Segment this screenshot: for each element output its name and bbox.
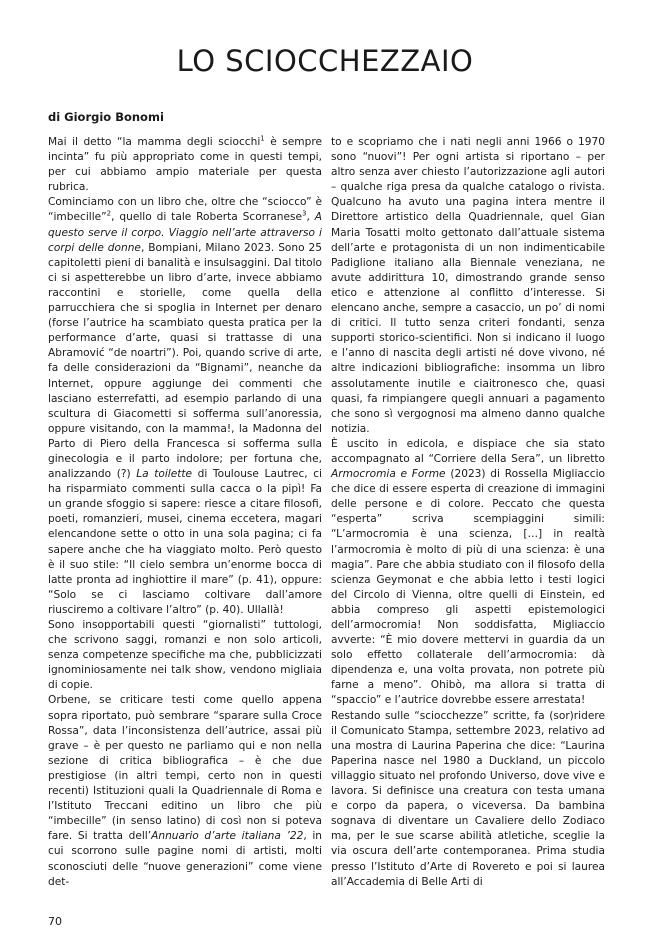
annual-title: Annuario d’arte italiana ’22 [151,830,304,843]
author-byline: di Giorgio Bonomi [48,110,164,124]
text-run: È uscito in edicola, e dispiace che sia stato accompagnato al “Corriere della Sera”, un libretto [331,437,605,465]
paragraph: Sono insopportabili questi “giornalisti” tuttologi, che scrivono saggi, romanzi e non solo articoli, senza competenze specifiche ma che, pubblicizzati ignominiosamente nei talk show, vendono migliaia di copie. [48,619,322,692]
footnote-ref-2: 2 [106,209,112,218]
text-run: è sempre incinta” fu più appropriato come in questi tempi, per cui abbiamo ampio materiale per questa rubrica. [48,136,322,194]
text-run: , quello di tale Roberta Scorranese [111,211,302,224]
book-title: Armocromia e Forme [331,468,446,481]
text-run: , Bompiani, Milano 2023. Sono 25 capitoletti pieni di banalità e insulsaggini. Dal titolo ci si aspetterebbe un libro d’arte, invece abbiamo raccontini e storielle, come quella della parrucchiera che si spoglia in Internet per denaro (forse l’autrice ha scambiato questa pratica per la performance d’arte, quasi si trattasse di una Abramović “de noartri”). Poi, quando scrive di arte, fa delle considerazioni da “Bignami”, neanche da Internet, oppure aggiunge dei commenti che lasciano esterrefatti, ad esempio parlando di una scultura di Giacometti si sofferma sull’anoressia, oppure visitando, con la mamma!, la Madonna del Parto di Piero della Francesca si sofferma sulla ginecologia e il parto indolore; per fortuna che, analizzando (?) [48,241,322,481]
paragraph: Restando sulle “sciocchezze” scritte, fa (sor)ridere il Comunicato Stampa, settembre 2023, relativo ad una mostra di Laurina Paperina che dice: “Laurina Paperina nasce nel 1980 a Duckland, un piccolo villaggio situato nel profondo Universo, dove vive e lavora. Si definisce una creatura con testa umana e corpo da papera, o viceversa. Da bambina sognava di diventare un Cavaliere dello Zodiaco ma, per le sue scarse abilità atletiche, sceglie la via oscura dell’arte contemporanea. Prima studia presso l’Istituto d’Arte di Rovereto e poi si laurea all’Accademia di Belle Arti di [331,709,605,888]
painting-title: La toilette [136,468,193,481]
page-number: 70 [48,915,62,928]
text-run: , in cui scorrono sulle pagine nomi di artisti, molti sconosciuti delle “nuove generazioni” come viene det- [48,830,322,888]
text-run: Cominciamo con un libro che, oltre che “sciocco” è “imbecille” [48,196,322,224]
text-run: (2023) di Rossella Migliaccio che dice di essere esperta di creazione di immagini delle persone e di colore. Peccato che questa “esperta” scriva scempiaggini simili: “L’armocromia è una scienza, […] in realtà l’armocromia è molto di più di una scienza: è una magia”. Pare che abbia studiato con il filosofo della scienza Geymonat e che abbia letto i testi logici del Circolo di Vienna, oltre quelli di Einstein, ed abbia compreso gli aspetti epistemologici dell’armocromia! Non soddisfatta, Migliaccio avverte: “È mio dovere mettervi in guardia da un solo effetto collaterale dell’armocromia: dà dipendenza e, una volta provata, non potrete più farne a meno”. Ohibò, ma allora si tratta di “spaccio” e l’autrice dovrebbe essere arrestata! [331,468,605,707]
footnote-ref-3: 3 [302,209,307,218]
page-title: LO SCIOCCHEZZAIO [176,44,474,78]
left-column [48,135,322,890]
text-run: di Toulouse Lautrec, ci ha risparmiato commenti sulla cacca o la pipì! Fa un grande sfoggio si sapere: riesce a citare filosofi, poeti, romanzieri, musei, cinema eccetera, magari elencandone sette o otto in una sola pagina; ci fa sapere anche che ha viaggiato molto. Però questo è il suo stile: “Il cielo sembra un’enorme bocca di latte pronta ad inghiottire il mare” (p. 41), oppure: “Solo se ci lasciamo coltivare dall’amore riusciremo a coltivare l’altro” (p. 40). Ullallà! [48,468,322,616]
text-run: , [306,211,315,224]
text-run: Orbene, se criticare testi come quello appena sopra riportato, può sembrare “sparare sulla Croce Rossa”, data l’inconsistenza dell’autrice, assai più grave – è per questo ne parliamo qui e non nella sezione di critica bibliografica – è che due prestigiose (in altri tempi, certo non in questi recenti) Istituzioni quali la Quadriennale di Roma e l’Istituto Treccani editino un libro che più “imbecille” (in senso latino) di così non si poteva fare. Si tratta dell’ [48,694,322,843]
text-run: Mai il detto “la mamma degli sciocchi [48,136,261,148]
footnote-ref-1: 1 [260,134,265,143]
paragraph: to e scopriamo che i nati negli anni 1966 o 1970 sono “nuovi”! Per ogni artista si riportano – per altro senza aver chiesto l’autorizzazione agli autori – qualche riga presa da qualche catalogo o rivista. Qualcuno ha avuto una pagina intera mentre il Direttore artistico della Quadriennale, quel Gian Maria Tosatti molto gettonato dall’attuale sistema dell’arte e protagonista di un non indimenticabile Padiglione italiano alla Biennale veneziana, ne avute addirittura 10, dimostrando grande senso etico e attenzione al conflitto d’interesse. Si elencano anche, sempre a casaccio, un po’ di nomi di critici. Il tutto senza criteri fondanti, senza supporti storico-scientifici. Non si indicano il luogo e l’anno di nascita degli artisti né dove vivono, né altre indicazioni bibliografiche: insomma un libro assolutamente inutile e ciaitronesco che, quasi quasi, fa rimpiangere quegli annuari a pagamento che sono sì vergognosi ma almeno danno qualche notizia. [331,136,605,435]
book-title: A questo serve il corpo. Viaggio nell’arte attraverso i corpi delle donne [48,211,322,254]
paragraph [48,195,322,618]
paragraph [331,437,605,709]
paragraph [48,135,322,195]
right-column [331,135,605,890]
paragraph [48,693,322,889]
